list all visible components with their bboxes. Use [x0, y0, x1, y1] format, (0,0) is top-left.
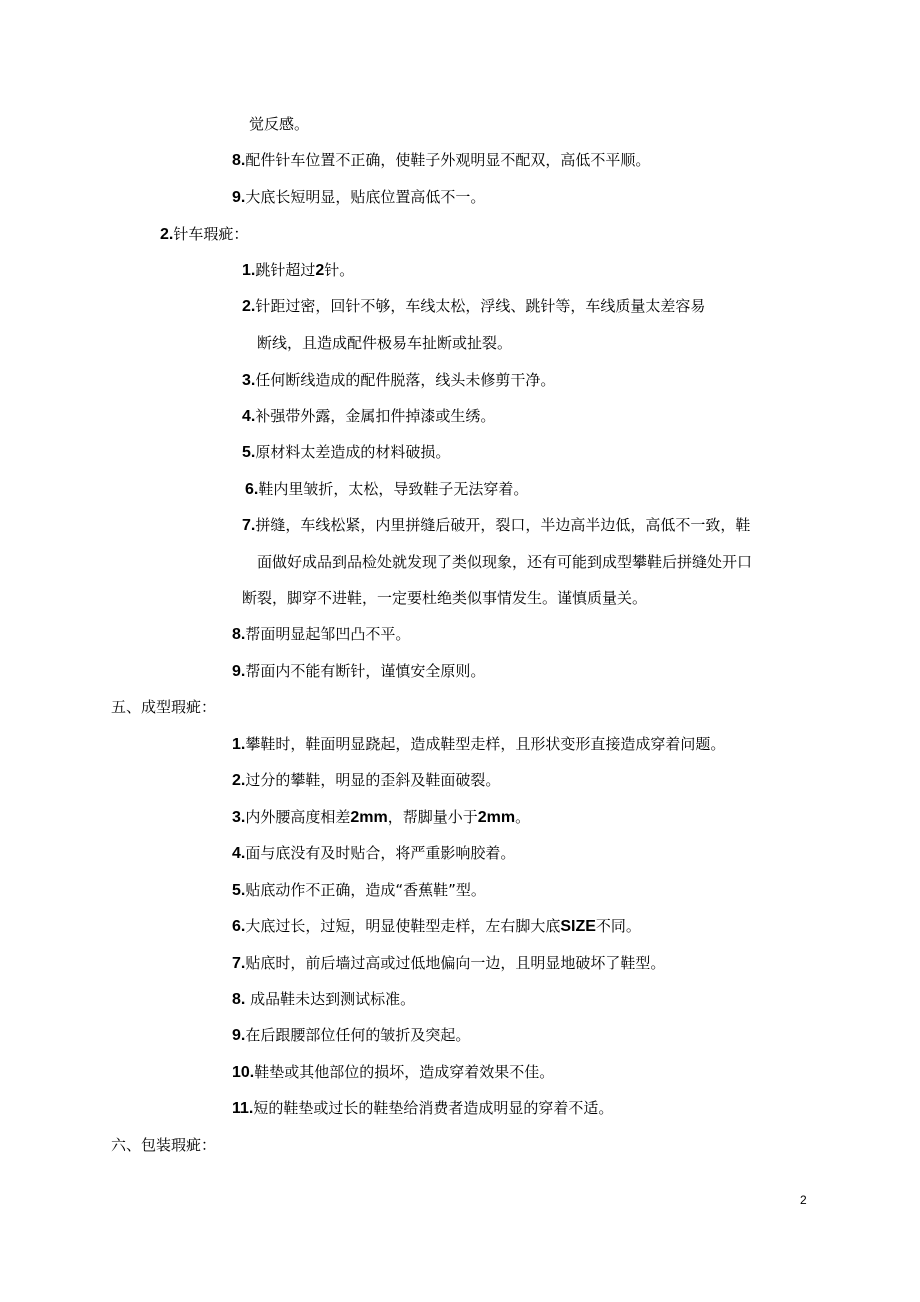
item-text: 针。 [324, 261, 355, 279]
item-number: 7. [232, 955, 246, 972]
list-item [232, 807, 530, 828]
list-item [232, 734, 725, 755]
item-text: 大底长短明显，贴底位置高低不一。 [245, 188, 486, 206]
heading-text: 六、包装瑕疵： [111, 1136, 217, 1154]
list-item [232, 624, 410, 645]
item-number: 3. [232, 809, 246, 826]
list-item [232, 989, 415, 1010]
item-text: 鞋垫或其他部位的损坏，造成穿着效果不佳。 [254, 1063, 555, 1081]
item-text: 大底过长，过短，明显使鞋型走样，左右脚大底 [245, 917, 561, 935]
item-text: 跳针超过 [255, 261, 316, 279]
list-item [245, 479, 528, 500]
list-item [232, 187, 485, 208]
heading-text: 五、成型瑕疵： [111, 698, 217, 716]
item-text: 短的鞋垫或过长的鞋垫给消费者造成明显的穿着不适。 [253, 1099, 614, 1117]
list-item [232, 150, 650, 171]
item-number: 1. [232, 736, 246, 753]
line-text: 断裂，脚穿不进鞋，一定要杜绝类似事情发生。谨慎质量关。 [242, 589, 648, 607]
item-text: 贴底动作不正确，造成“香蕉鞋”型。 [245, 881, 486, 899]
item-text: 针车瑕疵： [173, 225, 249, 243]
item-number: 4. [232, 845, 246, 862]
item-text: 原材料太差造成的材料破损。 [255, 443, 451, 461]
list-item [232, 916, 641, 937]
item-text: 针距过密，回针不够，车线太松，浮线、跳针等，车线质量太差容易 [255, 297, 706, 315]
item-text: ，帮脚量小于 [387, 808, 478, 826]
item-number: 9. [232, 189, 246, 206]
line-text: 断线，且造成配件极易车扯断或扯裂。 [257, 334, 513, 352]
section-heading [111, 1135, 216, 1155]
item-text: 帮面明显起邹凹凸不平。 [245, 625, 411, 643]
item-number: 2. [160, 226, 174, 243]
item-text: 配件针车位置不正确，使鞋子外观明显不配双，高低不平顺。 [245, 151, 651, 169]
item-text: 。 [515, 808, 531, 826]
list-item [232, 880, 486, 901]
subsection-heading [160, 224, 248, 245]
inline-bold: SIZE [560, 918, 596, 935]
item-text: 鞋内里皱折，太松，导致鞋子无法穿着。 [258, 480, 529, 498]
text-line [257, 552, 752, 572]
list-item [232, 770, 500, 791]
inline-bold: 2mm [477, 809, 516, 826]
item-text: 不同。 [595, 917, 641, 935]
item-number: 10. [232, 1064, 255, 1081]
item-text: 任何断线造成的配件脱落，线头未修剪干净。 [255, 371, 556, 389]
line-text: 面做好成品到品检处就发现了类似现象，还有可能到成型攀鞋后拼缝处开口 [257, 553, 753, 571]
list-item [242, 370, 555, 391]
inline-bold: 2 [315, 262, 325, 279]
text-line [249, 114, 309, 134]
text-line [257, 333, 512, 353]
list-item [232, 1098, 613, 1119]
list-item [242, 515, 750, 536]
item-text: 在后跟腰部位任何的皱折及突起。 [245, 1026, 471, 1044]
item-number: 11. [232, 1100, 254, 1117]
item-number: 5. [242, 444, 256, 461]
list-item [242, 296, 705, 317]
item-number: 6. [245, 481, 259, 498]
item-number: 4. [242, 408, 256, 425]
item-number: 1. [242, 262, 256, 279]
item-number: 9. [232, 663, 246, 680]
item-number: 2. [242, 298, 256, 315]
list-item [232, 1062, 554, 1083]
item-text: 攀鞋时，鞋面明显跷起，造成鞋型走样，且形状变形直接造成穿着问题。 [245, 735, 726, 753]
item-number: 2. [232, 772, 246, 789]
inline-bold: 2mm [350, 809, 388, 826]
item-number: 8. [232, 152, 246, 169]
item-text: 过分的攀鞋，明显的歪斜及鞋面破裂。 [245, 771, 501, 789]
item-text: 拼缝，车线松紧，内里拼缝后破开，裂口，半边高半边低，高低不一致，鞋 [255, 516, 751, 534]
item-number: 6. [232, 918, 246, 935]
list-item [232, 843, 515, 864]
item-text: 成品鞋未达到测试标准。 [245, 990, 416, 1008]
line-text: 觉反感。 [249, 115, 310, 133]
item-number: 7. [242, 517, 256, 534]
item-text: 内外腰高度相差 [245, 808, 351, 826]
item-number: 3. [242, 372, 256, 389]
list-item [242, 406, 495, 427]
text-line [242, 588, 647, 608]
item-number: 9. [232, 1027, 246, 1044]
list-item [232, 1025, 470, 1046]
item-number: 8. [232, 991, 246, 1008]
item-text: 面与底没有及时贴合，将严重影响胶着。 [245, 844, 516, 862]
list-item [232, 953, 665, 974]
page-number: 2 [800, 1193, 807, 1207]
item-number: 5. [232, 882, 246, 899]
list-item [242, 442, 450, 463]
section-heading [111, 697, 216, 717]
item-text: 帮面内不能有断针，谨慎安全原则。 [245, 662, 486, 680]
item-text: 补强带外露，金属扣件掉漆或生绣。 [255, 407, 496, 425]
list-item [232, 661, 485, 682]
item-text: 贴底时，前后墙过高或过低地偏向一边，且明显地破坏了鞋型。 [245, 954, 666, 972]
list-item [242, 260, 354, 281]
item-number: 8. [232, 626, 246, 643]
